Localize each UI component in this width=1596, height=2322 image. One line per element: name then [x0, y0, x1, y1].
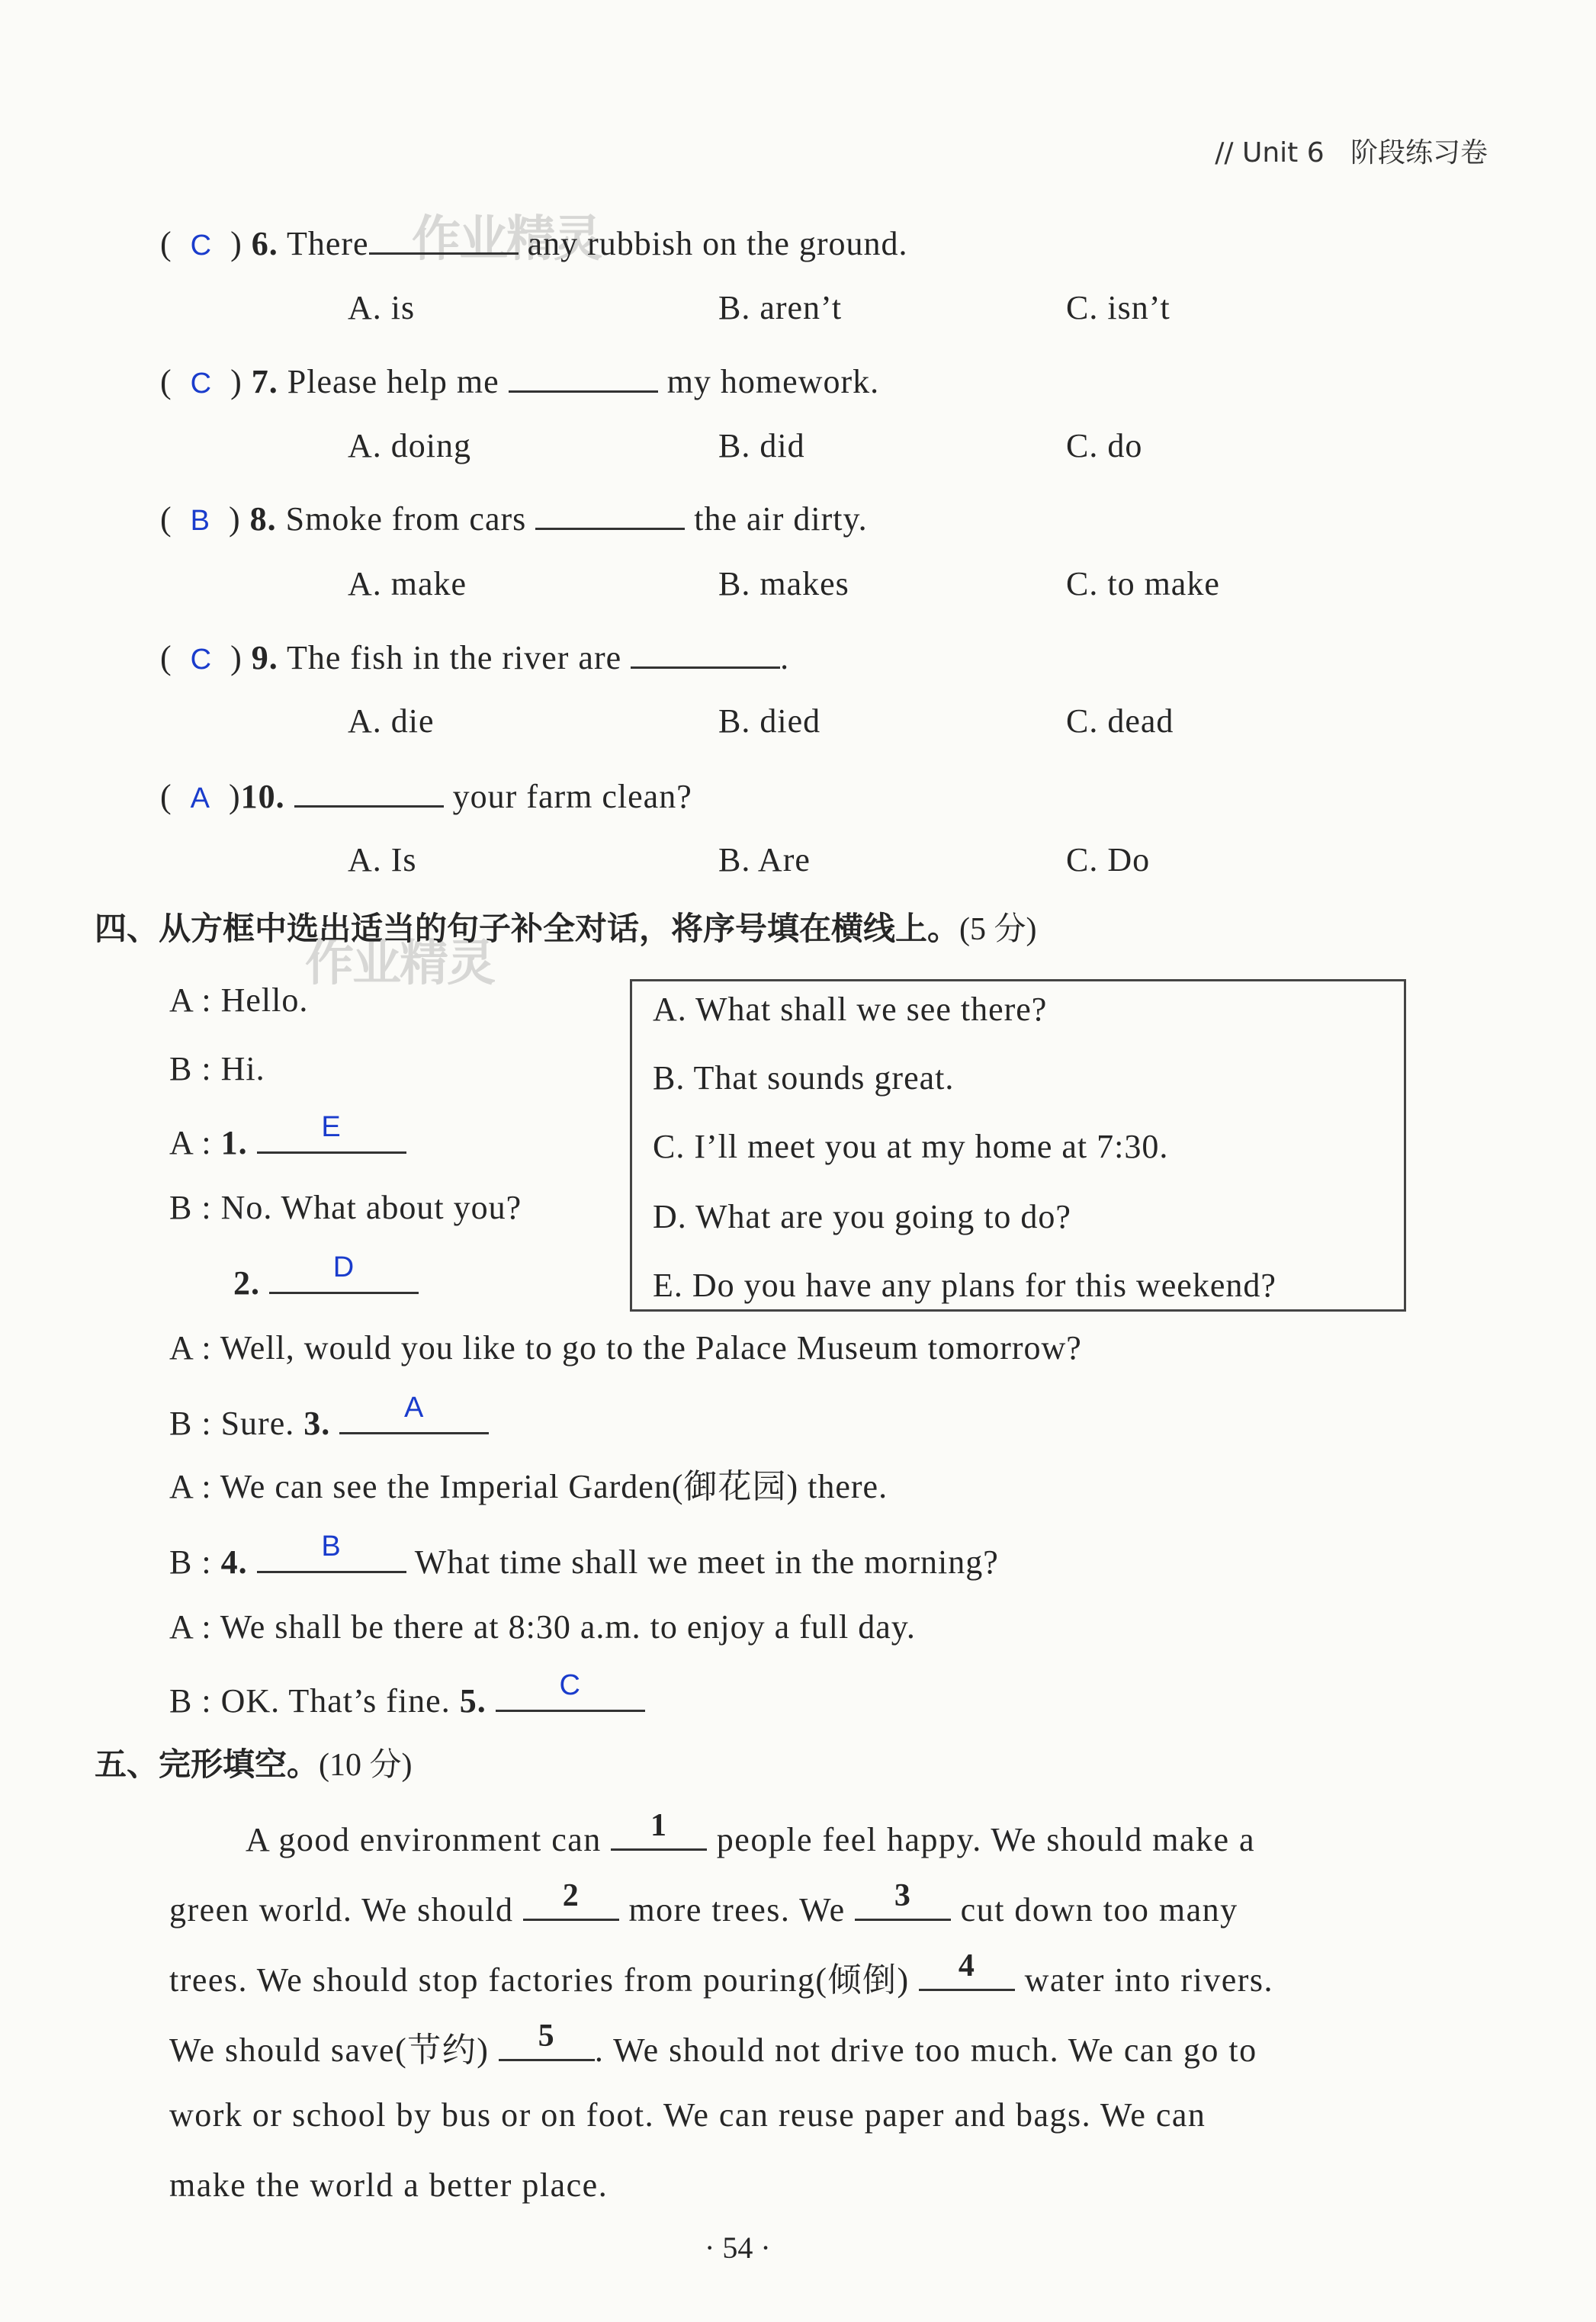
dialogue-line [169, 1111, 406, 1164]
section-points: (5 分) [959, 912, 1037, 947]
page-header [1215, 131, 1488, 170]
passage-text: green world. We should [169, 1891, 514, 1929]
answer-blank [257, 1530, 406, 1573]
mc-question-6: ( C ) 6. There any rubbish on the ground. [160, 217, 908, 267]
section-4-title [95, 907, 1037, 951]
option: C. dead [1066, 702, 1174, 740]
header-title: 阶段练习卷 [1350, 137, 1488, 169]
question-number: 9. [251, 639, 278, 676]
question-text: Smoke from cars [285, 500, 527, 538]
blank-number: 4 [958, 1948, 976, 1983]
speaker: A : [169, 1124, 212, 1161]
dialogue-line [169, 1530, 999, 1584]
option: C. Do [1066, 841, 1151, 878]
dialogue-line [169, 1392, 489, 1445]
passage-text: people feel happy. We should make a [716, 1821, 1256, 1858]
passage-text: cut down too many [960, 1891, 1238, 1929]
watermark: 作业精灵 [305, 936, 494, 992]
option: C. do [1066, 427, 1143, 464]
cloze-blank [919, 1948, 1015, 1991]
passage-text: We should save(节约) [169, 2031, 490, 2069]
dialogue-text: What time shall we meet in the morning? [414, 1543, 999, 1581]
mc-question-7: ( C ) 7. Please help me my homework. [160, 355, 879, 405]
answer-blank [631, 631, 780, 669]
answer-blank [294, 770, 444, 808]
question-text: . [780, 639, 790, 676]
cloze-line-4 [169, 2019, 1257, 2072]
passage-text: more trees. We [628, 1891, 846, 1929]
box-option: C. I’ll meet you at my home at 7:30. [653, 1128, 1169, 1165]
blank-number: 5 [538, 2019, 556, 2054]
cloze-line-3 [169, 1948, 1274, 2002]
answer-mark: E [321, 1111, 342, 1143]
answer-mark: C [559, 1669, 581, 1701]
cloze-line-6: make the world a better place. [169, 2166, 609, 2204]
box-option: E. Do you have any plans for this weekend? [653, 1267, 1276, 1304]
question-text: Please help me [287, 363, 499, 400]
option: B. makes [718, 565, 849, 602]
section-title-text: 五、完形填空。 [95, 1746, 320, 1783]
blank-number: 2 [562, 1878, 580, 1913]
blank-number: 1 [650, 1808, 668, 1843]
cloze-line-1 [246, 1808, 1256, 1861]
answer-mark: A [404, 1392, 425, 1424]
answer-mark: B [190, 505, 211, 537]
dialogue-line: A : We can see the Imperial Garden(御花园) there. [169, 1468, 888, 1505]
blank-number: 3 [894, 1878, 912, 1913]
question-text: any rubbish on the ground. [527, 225, 908, 262]
cloze-line-2 [169, 1878, 1238, 1932]
option: B. died [718, 702, 821, 740]
speaker: B : Sure. [169, 1405, 295, 1442]
box-option: D. What are you going to do? [653, 1198, 1071, 1235]
section-points: (10 分) [319, 1748, 413, 1783]
dialogue-line [233, 1251, 419, 1305]
cloze-blank [523, 1878, 619, 1921]
question-number: 6. [251, 225, 278, 262]
option: B. aren’t [718, 289, 843, 326]
section-title-text: 四、从方框中选出适当的句子补全对话，将序号填在横线上。 [95, 910, 960, 947]
mc-question-9: ( C ) 9. The fish in the river are . [160, 631, 789, 681]
speaker: B : OK. That’s fine. [169, 1682, 451, 1720]
option: A. die [348, 702, 435, 740]
header-unit: // Unit 6 [1215, 137, 1325, 169]
dialogue-line: A : Well, would you like to go to the Palace Museum tomorrow? [169, 1329, 1082, 1367]
question-text: your farm clean? [452, 778, 692, 815]
answer-blank [369, 217, 519, 255]
mc-question-8: ( B ) 8. Smoke from cars the air dirty. [160, 493, 868, 542]
passage-text: water into rivers. [1024, 1961, 1274, 1999]
question-text: The fish in the river are [286, 639, 622, 676]
blank-number: 4. [220, 1543, 248, 1581]
passage-text: A good environment can [246, 1821, 602, 1858]
watermark: 作业精灵 [412, 211, 601, 268]
box-option: A. What shall we see there? [653, 991, 1048, 1028]
answer-mark: C [190, 230, 213, 262]
dialogue-line: A : Hello. [169, 981, 309, 1019]
answer-blank [339, 1392, 489, 1434]
blank-number: 5. [459, 1682, 487, 1720]
answer-blank [269, 1251, 419, 1294]
answer-blank [509, 355, 658, 393]
option: A. Is [348, 841, 417, 878]
option: B. did [718, 427, 805, 464]
page-number: · 54 · [705, 2230, 771, 2265]
box-option: B. That sounds great. [653, 1059, 955, 1097]
passage-text: . We should not drive too much. We can go to [594, 2031, 1257, 2069]
cloze-blank [855, 1878, 951, 1921]
question-text: my homework. [666, 363, 880, 400]
cloze-blank [499, 2019, 595, 2061]
answer-mark: C [190, 644, 213, 676]
option: C. isn’t [1066, 289, 1171, 326]
option: B. Are [718, 841, 811, 878]
answer-blank [496, 1669, 645, 1712]
question-text: the air dirty. [694, 500, 868, 538]
answer-mark: B [321, 1530, 342, 1562]
question-text: There [286, 225, 369, 262]
answer-mark: D [332, 1251, 355, 1283]
dialogue-line: A : We shall be there at 8:30 a.m. to enjoy a full day. [169, 1608, 916, 1646]
blank-number: 3. [303, 1405, 331, 1442]
section-5-title [95, 1743, 413, 1787]
blank-number: 1. [220, 1124, 248, 1161]
mc-question-10: ( A )10. your farm clean? [160, 770, 692, 820]
option: A. is [348, 289, 416, 326]
dialogue-line: B : No. What about you? [169, 1189, 522, 1226]
cloze-blank [611, 1808, 707, 1851]
option: A. doing [348, 427, 471, 464]
question-number: 10. [240, 778, 285, 815]
speaker: B : [169, 1543, 212, 1581]
question-number: 8. [249, 500, 277, 538]
question-number: 7. [251, 363, 278, 400]
answer-mark: A [190, 782, 211, 814]
answer-mark: C [190, 368, 213, 400]
cloze-line-5: work or school by bus or on foot. We can reuse paper and bags. We can [169, 2096, 1206, 2134]
answer-blank [535, 493, 685, 530]
option: C. to make [1066, 565, 1220, 602]
dialogue-line [169, 1669, 645, 1723]
blank-number: 2. [233, 1264, 260, 1302]
answer-blank [257, 1111, 406, 1154]
passage-text: trees. We should stop factories from pouring(倾倒) [169, 1961, 910, 1999]
option: A. make [348, 565, 467, 602]
dialogue-line: B : Hi. [169, 1050, 265, 1087]
